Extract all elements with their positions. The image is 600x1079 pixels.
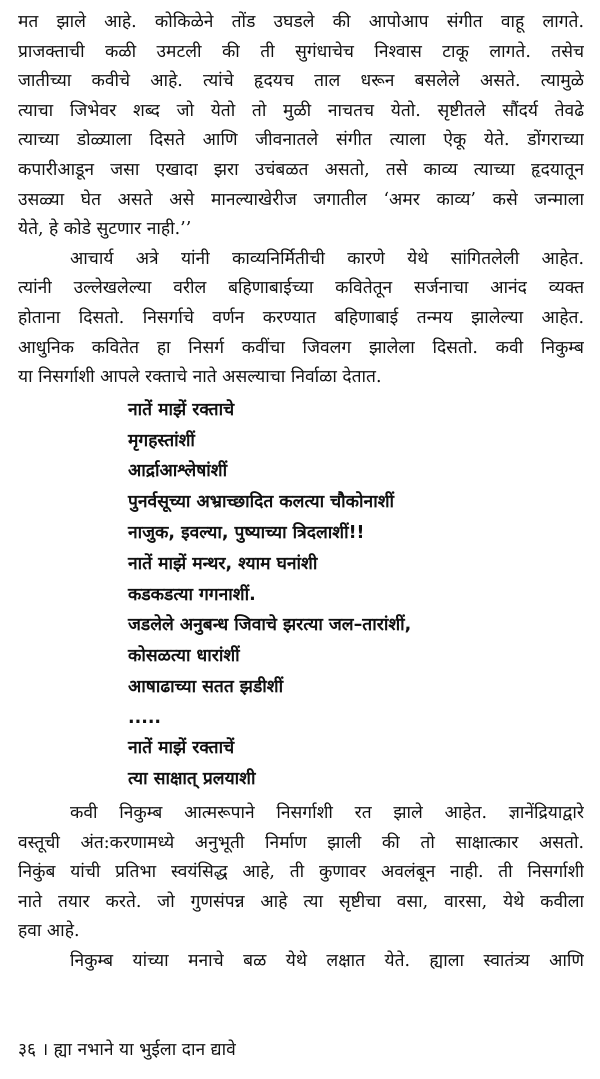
poem-line: पुनर्वसूच्या अभ्राच्छादित कलत्या चौकोनाशीं (128, 492, 395, 513)
text-line: जातीच्या कवीचे आहे. त्यांचे हृदयच ताल धरून बसलेले असते. त्यामुळे (18, 71, 584, 92)
paragraph-quote-end (18, 8, 584, 245)
page-footer: ३६ । ह्या नभाने या भुईला दान द्यावे (18, 1040, 236, 1060)
text-line: नाते तयार करते. जो गुणसंपन्न आहे त्या सृष्टीचा वसा, वारसा, येथे कवीला (18, 891, 584, 912)
poem-line: त्या साक्षात् प्रलयाशी (128, 769, 256, 790)
text-line: या निसर्गाशी आपले रक्ताचे नाते असल्याचा निर्वाळा देतात. (18, 367, 382, 388)
paragraph-nikumb-1 (18, 799, 584, 947)
poem-line: आषाढाच्या सतत झडीशीं (128, 676, 284, 697)
poem-line: नातें माझें रक्ताचे (128, 399, 235, 420)
text-line: येते, हे कोडे सुटणार नाही.’’ (18, 219, 192, 240)
poem-line: नातें माझें मन्थर, श्याम घनांशी (128, 553, 318, 574)
poem-line: कोसळत्या धारांशीं (128, 646, 240, 667)
text-line: आचार्य अत्रे यांनी काव्यनिर्मितीची कारणे येथे सांगितलेली आहेत. (70, 248, 584, 269)
text-line: उसळ्या घेत असते असे मानल्याखेरीज जगातील ‘अमर काव्य’ कसे जन्माला (18, 189, 584, 210)
text-line: कवी निकुम्ब आत्मरूपाने निसर्गाशी रत झाले आहेत. ज्ञानेंद्रियाद्वारे (70, 803, 584, 824)
text-line: कपारीआडून जसा एखादा झरा उचंबळत असतो, तसे काव्य त्याच्या हृदयातून (18, 159, 584, 180)
poem-line: नाजुक, इवल्या, पुष्याच्या त्रिदलाशीं!! (128, 522, 365, 543)
paragraph-nikumb-2 (18, 947, 584, 977)
text-line: आधुनिक कवितेत हा निसर्ग कवींचा जिवलग झालेला दिसतो. कवी निकुम्ब (18, 337, 584, 358)
poem-line: नातें माझें रक्ताचें (128, 738, 235, 759)
text-line: मत झाले आहे. कोकिळेने तोंड उघडले की आपोआप संगीत वाहू लागते. (18, 12, 584, 32)
poem-ellipsis: ..... (128, 707, 162, 728)
document-page (18, 8, 584, 1073)
poem-line: आर्द्राआश्लेषांशीं (128, 461, 228, 482)
text-line: प्राजक्ताची कळी उमटली की ती सुगंधाचेच निश्वास टाकू लागते. तसेच (18, 41, 584, 62)
text-line: निकुम्ब यांच्या मनाचे बळ येथे लक्षात येते. ह्याला स्वातंत्र्य आणि (70, 951, 584, 972)
poem-line: कडकडत्या गगनाशीं. (128, 584, 256, 605)
text-line: त्याचा जिभेवर शब्द जो येतो तो मुळी नाचतच येतो. सृष्टीतले सौंदर्य तेवढे (18, 100, 584, 121)
text-line: हवा आहे. (18, 921, 80, 942)
text-line: निकुंब यांची प्रतिभा स्वयंसिद्ध आहे, ती कुणावर अवलंबून नाही. ती निसर्गाशी (18, 862, 584, 883)
text-line: होताना दिसतो. निसर्गाचे वर्णन करण्यात बहिणाबाई तन्मय झालेल्या आहेत. (18, 307, 584, 328)
poem-block (128, 395, 584, 795)
text-line: वस्तूची अंत:करणामध्ये अनुभूती निर्माण झाली की तो साक्षात्कार असतो. (18, 832, 584, 853)
text-line: त्याच्या डोळ्याला दिसते आणि जीवनातले संगीत त्याला ऐकू येते. डोंगराच्या (18, 130, 584, 151)
text-line: त्यांनी उल्लेखलेल्या वरील बहिणाबाईच्या कवितेतून सर्जनाचा आनंद व्यक्त (18, 278, 584, 299)
paragraph-acharya-atre (18, 245, 584, 393)
poem-line: जडलेले अनुबन्ध जिवाचे झरत्या जल–तारांशीं, (128, 615, 412, 636)
poem-line: मृगहस्तांशीं (128, 430, 195, 451)
